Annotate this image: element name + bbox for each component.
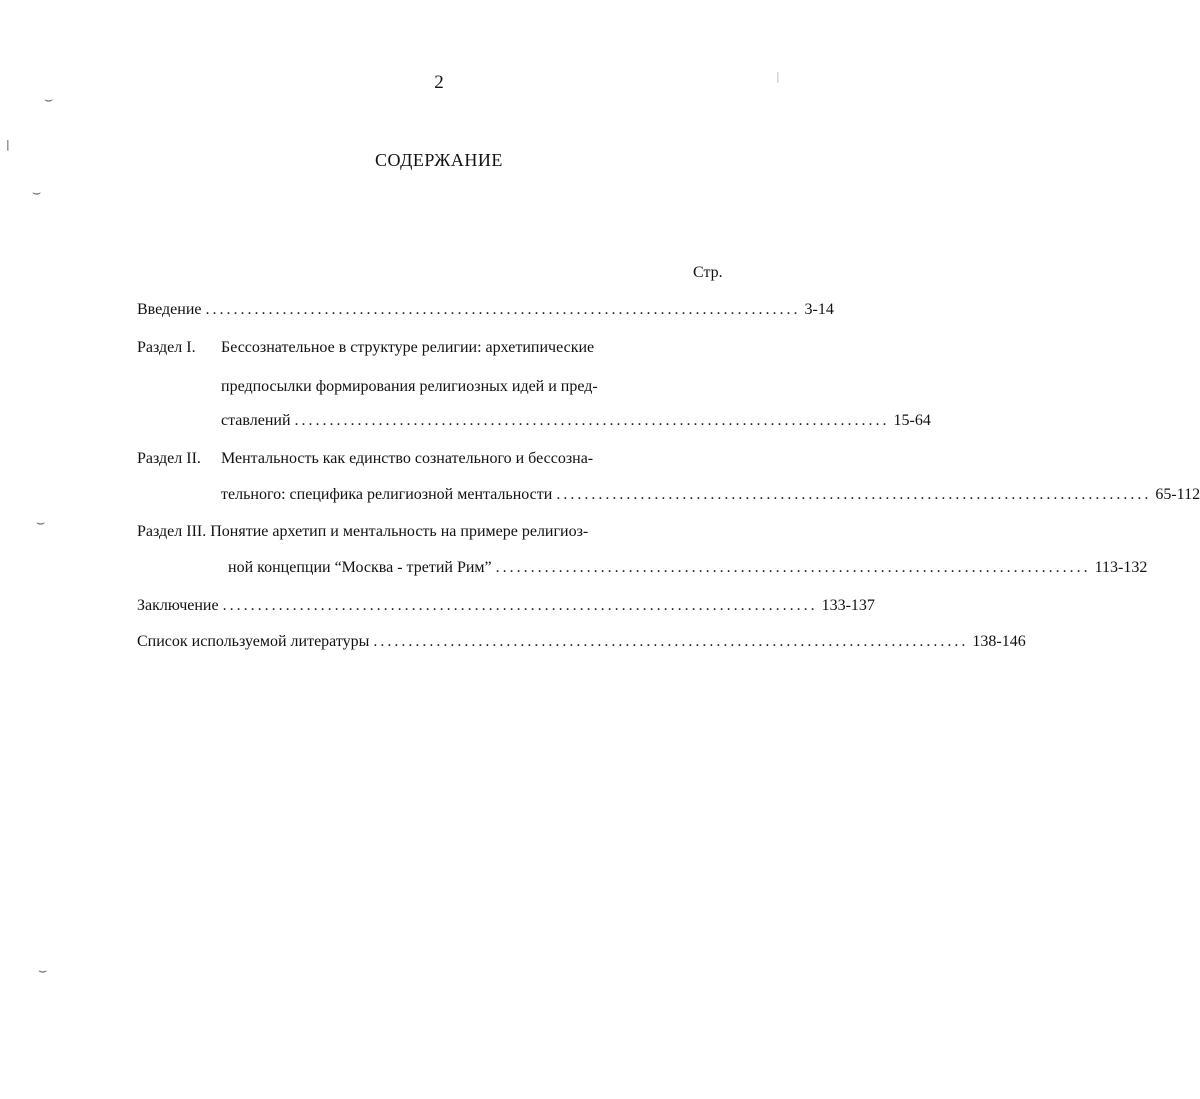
toc-section1-line2: предпосылки формирования религиозных идей и пред-: [221, 378, 598, 395]
toc-section1-line3: [221, 410, 931, 432]
leader-dots: .....................................................................................: [205, 301, 801, 318]
toc-page-section1: 15-64: [893, 412, 931, 429]
scan-mark: ⌣: [32, 185, 42, 201]
toc-section3-line2-text: ной концепции “Москва - третий Рим”: [228, 559, 492, 576]
leader-dots: .....................................................................................: [556, 486, 1152, 503]
toc-section-label-1: Раздел I.: [137, 339, 196, 356]
toc-label-references: Список используемой литературы: [137, 633, 370, 650]
toc-entry-conclusion: [137, 595, 875, 617]
leader-dots: .....................................................................................: [373, 633, 969, 650]
toc-section3-line1-full: [137, 521, 588, 543]
toc-section2-line2-text: тельного: специфика религиозной ментальности: [221, 486, 553, 503]
leader-dots: .....................................................................................: [222, 597, 818, 614]
leader-dots: .....................................................................................: [495, 559, 1091, 576]
toc-page-intro: 3-14: [804, 301, 834, 318]
toc-section1-line3-text: ставлений: [221, 412, 291, 429]
toc-section1-line1: Бессознательное в структуре религии: архетипические: [221, 339, 595, 356]
toc-page-conclusion: 133-137: [821, 597, 875, 614]
scan-mark: ⌣: [36, 515, 46, 531]
page-number: 2: [434, 72, 444, 93]
toc-entry-intro: [137, 299, 834, 321]
scan-mark: ⌣: [38, 963, 48, 979]
toc-page-section2: 65-112: [1155, 486, 1200, 503]
toc-section-label-2: Раздел II.: [137, 450, 201, 467]
scan-mark: ⌣: [44, 92, 54, 108]
toc-section3-line1: Понятие архетип и ментальность на примере религиоз-: [210, 523, 589, 540]
toc-label-intro: Введение: [137, 301, 202, 318]
toc-page-section3: 113-132: [1094, 559, 1148, 576]
toc-page-references: 138-146: [972, 633, 1026, 650]
scan-mark: |: [6, 138, 10, 151]
toc-section2-line1: Ментальность как единство сознательного и бессозна-: [221, 450, 594, 467]
toc-section-label-3: Раздел III.: [137, 523, 207, 540]
page-column-header: Стр.: [693, 264, 723, 281]
page-title: СОДЕРЖАНИЕ: [375, 150, 503, 170]
toc-entry-references: [137, 631, 1026, 653]
toc-label-conclusion: Заключение: [137, 597, 219, 614]
toc-section2-line2: [221, 484, 1200, 506]
scan-mark: |: [776, 70, 780, 83]
toc-section3-line2: [228, 557, 1148, 579]
leader-dots: .....................................................................................: [294, 412, 890, 429]
